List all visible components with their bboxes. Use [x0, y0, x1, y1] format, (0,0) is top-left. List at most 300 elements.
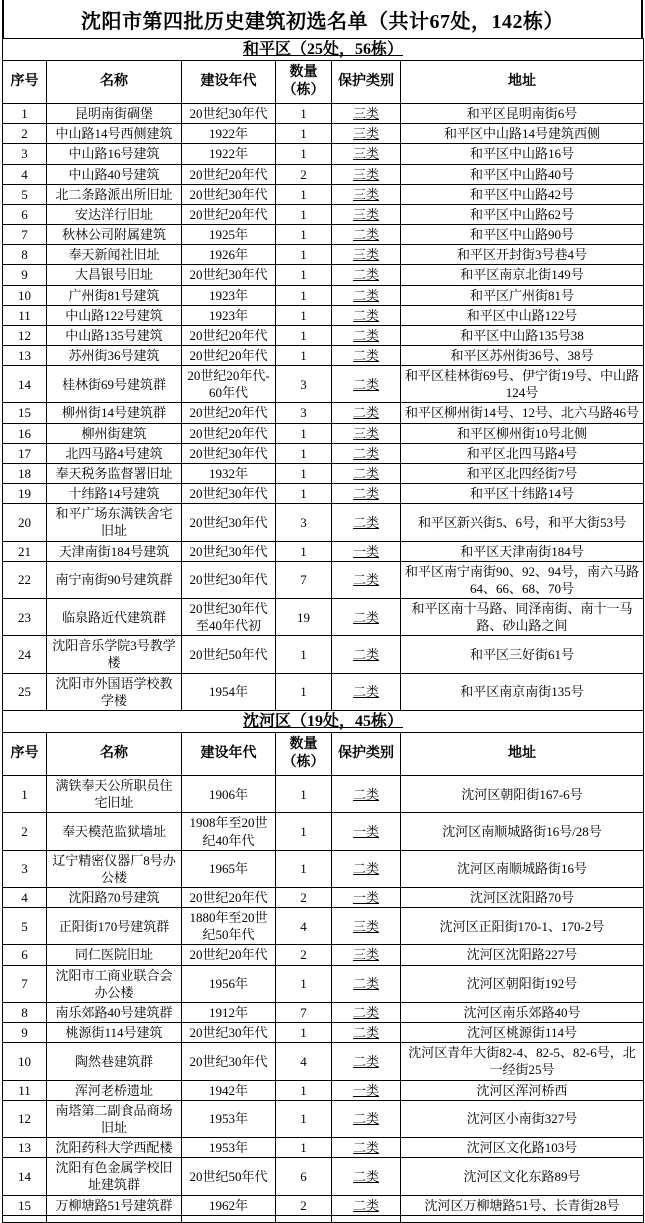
construction-era-cell: 1906年 — [182, 776, 276, 813]
building-name-cell: 辽宁精密仪器厂8号办公楼 — [47, 850, 182, 887]
construction-era-cell: 20世纪30年代 — [182, 104, 276, 124]
quantity-cell: 1 — [276, 484, 332, 504]
row-number-cell: 9 — [3, 265, 47, 285]
row-number-cell: 12 — [3, 325, 47, 345]
building-name-cell: 和平广场东满铁舍宅旧址 — [47, 504, 182, 541]
address-cell: 和平区南京北街149号 — [401, 265, 644, 285]
construction-era-cell: 20世纪20年代-60年代 — [182, 366, 276, 403]
protection-category-cell: 三类 — [332, 104, 401, 124]
address-cell: 和平区中山路16号 — [401, 144, 644, 164]
building-name-cell: 柳州街14号建筑群 — [47, 403, 182, 423]
building-name-cell: 南宁南街90号建筑群 — [47, 561, 182, 598]
row-number-cell: 20 — [3, 504, 47, 541]
construction-era-cell: 1953年 — [182, 1138, 276, 1158]
table-row — [3, 1100, 644, 1137]
section-header: 和平区（25处，56栋） — [3, 39, 644, 61]
table-row — [3, 850, 644, 887]
quantity-cell: 1 — [276, 144, 332, 164]
row-number-cell: 14 — [3, 1158, 47, 1195]
protection-category-cell: 三类 — [332, 908, 401, 945]
protection-category-cell: 二类 — [332, 504, 401, 541]
building-name-cell: 大昌银号旧址 — [47, 265, 182, 285]
empty-cell — [47, 1215, 182, 1222]
construction-era-cell: 20世纪30年代 — [182, 184, 276, 204]
table-row — [3, 265, 644, 285]
row-number-cell: 3 — [3, 144, 47, 164]
building-name-cell: 安达洋行旧址 — [47, 204, 182, 224]
address-cell: 和平区天津南街184号 — [401, 541, 644, 561]
row-number-cell: 5 — [3, 184, 47, 204]
table-row — [3, 599, 644, 636]
empty-cell — [276, 1215, 332, 1222]
protection-category-cell: 二类 — [332, 345, 401, 365]
col-header-number: 序号 — [3, 61, 47, 104]
table-row — [3, 124, 644, 144]
construction-era-cell: 20世纪20年代 — [182, 945, 276, 965]
col-header-quantity: 数量 （栋） — [276, 733, 332, 776]
address-cell: 和平区三好街61号 — [401, 636, 644, 673]
address-cell: 沈河区桃源街114号 — [401, 1023, 644, 1043]
protection-category-cell: 二类 — [332, 325, 401, 345]
address-cell: 沈河区沈阳路227号 — [401, 945, 644, 965]
table-row — [3, 204, 644, 224]
empty-cell — [3, 1215, 47, 1222]
col-header-address: 地址 — [401, 61, 644, 104]
construction-era-cell: 1932年 — [182, 463, 276, 483]
table-row — [3, 636, 644, 673]
address-cell: 和平区中山路122号 — [401, 305, 644, 325]
row-number-cell: 15 — [3, 1195, 47, 1215]
address-cell: 沈河区沈阳路70号 — [401, 888, 644, 908]
protection-category-cell: 二类 — [332, 1138, 401, 1158]
protection-category-cell: 二类 — [332, 1100, 401, 1137]
building-name-cell: 中山路40号建筑 — [47, 164, 182, 184]
address-cell: 沈河区朝阳街192号 — [401, 965, 644, 1002]
protection-category-cell: 二类 — [332, 305, 401, 325]
row-number-cell: 4 — [3, 888, 47, 908]
col-header-category: 保护类别 — [332, 61, 401, 104]
construction-era-cell: 1926年 — [182, 245, 276, 265]
col-header-name: 名称 — [47, 61, 182, 104]
construction-era-cell: 1908年至20世纪40年代 — [182, 813, 276, 850]
table-row — [3, 561, 644, 598]
row-number-cell: 15 — [3, 403, 47, 423]
row-number-cell: 11 — [3, 1080, 47, 1100]
construction-era-cell: 20世纪20年代 — [182, 403, 276, 423]
quantity-cell: 1 — [276, 1023, 332, 1043]
construction-era-cell: 20世纪20年代 — [182, 325, 276, 345]
table-row — [3, 504, 644, 541]
quantity-cell: 6 — [276, 1158, 332, 1195]
construction-era-cell: 1922年 — [182, 124, 276, 144]
building-name-cell: 奉天模范监狱墙址 — [47, 813, 182, 850]
protection-category-cell: 二类 — [332, 965, 401, 1002]
protection-category-cell: 二类 — [332, 366, 401, 403]
quantity-cell: 1 — [276, 245, 332, 265]
building-name-cell: 万柳塘路51号建筑群 — [47, 1195, 182, 1215]
quantity-cell: 3 — [276, 504, 332, 541]
protection-category-cell: 三类 — [332, 164, 401, 184]
address-cell: 和平区南京南街135号 — [401, 673, 644, 710]
address-cell: 和平区北四马路4号 — [401, 443, 644, 463]
protection-category-cell: 二类 — [332, 561, 401, 598]
protection-category-cell: 二类 — [332, 443, 401, 463]
building-name-cell: 同仁医院旧址 — [47, 945, 182, 965]
protection-category-cell: 二类 — [332, 1158, 401, 1195]
row-number-cell: 7 — [3, 225, 47, 245]
protection-category-cell: 二类 — [332, 1195, 401, 1215]
protection-category-cell: 三类 — [332, 184, 401, 204]
quantity-cell: 1 — [276, 673, 332, 710]
address-cell: 沈河区万柳塘路51号、长青街28号 — [401, 1195, 644, 1215]
col-header-address: 地址 — [401, 733, 644, 776]
quantity-cell: 1 — [276, 305, 332, 325]
protection-category-cell: 三类 — [332, 124, 401, 144]
building-name-cell: 沈阳市外国语学校教学楼 — [47, 673, 182, 710]
address-cell: 沈河区文化东路89号 — [401, 1158, 644, 1195]
building-name-cell: 沈阳药科大学西配楼 — [47, 1138, 182, 1158]
quantity-cell: 2 — [276, 1195, 332, 1215]
building-name-cell: 沈阳市工商业联合会办公楼 — [47, 965, 182, 1002]
quantity-cell: 1 — [276, 463, 332, 483]
construction-era-cell: 20世纪50年代 — [182, 636, 276, 673]
quantity-cell: 2 — [276, 888, 332, 908]
address-cell: 和平区苏州街36号、38号 — [401, 345, 644, 365]
address-cell: 和平区桂林街69号、伊宁街19号、中山路124号 — [401, 366, 644, 403]
protection-category-cell: 二类 — [332, 673, 401, 710]
construction-era-cell: 20世纪20年代 — [182, 164, 276, 184]
empty-cell — [401, 1215, 644, 1222]
column-header-row — [3, 61, 644, 104]
row-number-cell: 11 — [3, 305, 47, 325]
table-row — [3, 813, 644, 850]
row-number-cell: 9 — [3, 1023, 47, 1043]
quantity-cell: 1 — [276, 345, 332, 365]
quantity-cell: 7 — [276, 561, 332, 598]
building-name-cell: 中山路14号西侧建筑 — [47, 124, 182, 144]
quantity-cell: 1 — [276, 776, 332, 813]
building-name-cell: 广州街81号建筑 — [47, 285, 182, 305]
building-name-cell: 正阳街170号建筑群 — [47, 908, 182, 945]
table-row — [3, 184, 644, 204]
table-row — [3, 164, 644, 184]
table-row — [3, 1158, 644, 1195]
quantity-cell: 1 — [276, 423, 332, 443]
table-row — [3, 673, 644, 710]
construction-era-cell: 1965年 — [182, 850, 276, 887]
address-cell: 和平区中山路135号38 — [401, 325, 644, 345]
building-name-cell: 临泉路近代建筑群 — [47, 599, 182, 636]
row-number-cell: 16 — [3, 423, 47, 443]
construction-era-cell: 20世纪30年代 — [182, 541, 276, 561]
construction-era-cell: 20世纪20年代 — [182, 204, 276, 224]
protection-category-cell: 三类 — [332, 945, 401, 965]
building-name-cell: 桃源街114号建筑 — [47, 1023, 182, 1043]
quantity-cell: 19 — [276, 599, 332, 636]
row-number-cell: 22 — [3, 561, 47, 598]
building-name-cell: 陶然巷建筑群 — [47, 1043, 182, 1080]
quantity-cell: 2 — [276, 164, 332, 184]
protection-category-cell: 二类 — [332, 636, 401, 673]
address-cell: 和平区柳州街14号、12号、北六马路46号 — [401, 403, 644, 423]
protection-category-cell: 二类 — [332, 1023, 401, 1043]
construction-era-cell: 1880年至20世纪50年代 — [182, 908, 276, 945]
quantity-cell: 1 — [276, 225, 332, 245]
row-number-cell: 17 — [3, 443, 47, 463]
address-cell: 和平区昆明南街6号 — [401, 104, 644, 124]
construction-era-cell: 20世纪30年代 — [182, 561, 276, 598]
address-cell: 和平区中山路14号建筑西侧 — [401, 124, 644, 144]
table-row — [3, 345, 644, 365]
protection-category-cell: 二类 — [332, 850, 401, 887]
address-cell: 沈河区南乐郊路40号 — [401, 1002, 644, 1022]
building-name-cell: 十纬路14号建筑 — [47, 484, 182, 504]
table-row — [3, 1043, 644, 1080]
table-row — [3, 463, 644, 483]
protection-category-cell: 三类 — [332, 245, 401, 265]
table-row — [3, 908, 644, 945]
building-name-cell: 奉天新闻社旧址 — [47, 245, 182, 265]
protection-category-cell: 二类 — [332, 403, 401, 423]
table-row — [3, 305, 644, 325]
table-row — [3, 1002, 644, 1022]
quantity-cell: 1 — [276, 184, 332, 204]
row-number-cell: 8 — [3, 245, 47, 265]
row-number-cell: 13 — [3, 345, 47, 365]
address-cell: 沈河区文化路103号 — [401, 1138, 644, 1158]
construction-era-cell: 20世纪30年代 — [182, 265, 276, 285]
building-name-cell: 苏州街36号建筑 — [47, 345, 182, 365]
building-name-cell: 北二条路派出所旧址 — [47, 184, 182, 204]
quantity-cell: 1 — [276, 325, 332, 345]
protection-category-cell: 一类 — [332, 1080, 401, 1100]
address-cell: 和平区开封街3号巷4号 — [401, 245, 644, 265]
protection-category-cell: 二类 — [332, 285, 401, 305]
protection-category-cell: 二类 — [332, 463, 401, 483]
building-name-cell: 沈阳路70号建筑 — [47, 888, 182, 908]
quantity-cell: 4 — [276, 908, 332, 945]
quantity-cell: 1 — [276, 1100, 332, 1137]
address-cell: 和平区十纬路14号 — [401, 484, 644, 504]
col-header-category: 保护类别 — [332, 733, 401, 776]
building-name-cell: 沈阳音乐学院3号教学楼 — [47, 636, 182, 673]
row-number-cell: 14 — [3, 366, 47, 403]
row-number-cell: 10 — [3, 285, 47, 305]
page-title: 沈阳市第四批历史建筑初选名单（共计67处，142栋） — [2, 0, 643, 38]
row-number-cell: 2 — [3, 124, 47, 144]
buildings-table-body — [3, 39, 644, 1223]
quantity-cell: 1 — [276, 124, 332, 144]
building-name-cell: 北四马路4号建筑 — [47, 443, 182, 463]
row-number-cell: 18 — [3, 463, 47, 483]
construction-era-cell: 20世纪20年代 — [182, 345, 276, 365]
table-row — [3, 1023, 644, 1043]
col-header-number: 序号 — [3, 733, 47, 776]
quantity-cell: 7 — [276, 1002, 332, 1022]
quantity-cell: 1 — [276, 265, 332, 285]
row-number-cell: 13 — [3, 1138, 47, 1158]
construction-era-cell: 1956年 — [182, 965, 276, 1002]
protection-category-cell: 二类 — [332, 776, 401, 813]
quantity-cell: 1 — [276, 204, 332, 224]
construction-era-cell: 1922年 — [182, 144, 276, 164]
construction-era-cell: 20世纪20年代 — [182, 888, 276, 908]
buildings-table — [2, 38, 644, 1223]
protection-category-cell: 二类 — [332, 1043, 401, 1080]
protection-category-cell: 一类 — [332, 813, 401, 850]
quantity-cell: 1 — [276, 104, 332, 124]
quantity-cell: 1 — [276, 541, 332, 561]
construction-era-cell: 20世纪30年代 — [182, 484, 276, 504]
construction-era-cell: 20世纪30年代 — [182, 1043, 276, 1080]
row-number-cell: 21 — [3, 541, 47, 561]
table-row — [3, 541, 644, 561]
building-name-cell: 南塔第二副食品商场旧址 — [47, 1100, 182, 1137]
construction-era-cell: 1912年 — [182, 1002, 276, 1022]
construction-era-cell: 1923年 — [182, 285, 276, 305]
quantity-cell: 1 — [276, 636, 332, 673]
construction-era-cell: 20世纪30年代 — [182, 504, 276, 541]
quantity-cell: 1 — [276, 813, 332, 850]
row-number-cell: 7 — [3, 965, 47, 1002]
table-row — [3, 888, 644, 908]
table-row — [3, 484, 644, 504]
row-number-cell: 12 — [3, 1100, 47, 1137]
quantity-cell: 4 — [276, 1043, 332, 1080]
building-name-cell: 中山路135号建筑 — [47, 325, 182, 345]
address-cell: 沈河区青年大街82-4、82-5、82-6号，北一经街25号 — [401, 1043, 644, 1080]
address-cell: 和平区新兴街5、6号，和平大街53号 — [401, 504, 644, 541]
table-row — [3, 945, 644, 965]
address-cell: 沈河区南顺城路街16号/28号 — [401, 813, 644, 850]
construction-era-cell: 20世纪30年代至40年代初 — [182, 599, 276, 636]
protection-category-cell: 三类 — [332, 204, 401, 224]
row-number-cell: 10 — [3, 1043, 47, 1080]
address-cell: 和平区柳州街10号北侧 — [401, 423, 644, 443]
construction-era-cell: 20世纪30年代 — [182, 443, 276, 463]
address-cell: 和平区南宁南街90、92、94号，南六马路64、66、68、70号 — [401, 561, 644, 598]
table-row-partial — [3, 1215, 644, 1222]
address-cell: 沈河区浑河桥西 — [401, 1080, 644, 1100]
table-row — [3, 776, 644, 813]
address-cell: 沈河区正阳街170-1、170-2号 — [401, 908, 644, 945]
row-number-cell: 24 — [3, 636, 47, 673]
row-number-cell: 2 — [3, 813, 47, 850]
address-cell: 和平区北四经街7号 — [401, 463, 644, 483]
table-row — [3, 225, 644, 245]
building-name-cell: 昆明南街碉堡 — [47, 104, 182, 124]
building-name-cell: 沈阳有色金属学校旧址建筑群 — [47, 1158, 182, 1195]
table-row — [3, 1138, 644, 1158]
protection-category-cell: 一类 — [332, 888, 401, 908]
building-name-cell: 奉天税务监督署旧址 — [47, 463, 182, 483]
col-header-quantity: 数量 （栋） — [276, 61, 332, 104]
quantity-cell: 1 — [276, 965, 332, 1002]
quantity-cell: 1 — [276, 285, 332, 305]
building-name-cell: 天津南街184号建筑 — [47, 541, 182, 561]
construction-era-cell: 1953年 — [182, 1100, 276, 1137]
construction-era-cell: 20世纪30年代 — [182, 1023, 276, 1043]
building-name-cell: 中山路122号建筑 — [47, 305, 182, 325]
row-number-cell: 6 — [3, 204, 47, 224]
table-row — [3, 104, 644, 124]
row-number-cell: 1 — [3, 104, 47, 124]
address-cell: 沈河区朝阳街167-6号 — [401, 776, 644, 813]
building-name-cell: 南乐郊路40号建筑群 — [47, 1002, 182, 1022]
address-cell: 和平区广州街81号 — [401, 285, 644, 305]
address-cell: 和平区中山路90号 — [401, 225, 644, 245]
construction-era-cell: 1962年 — [182, 1195, 276, 1215]
building-name-cell: 满铁奉天公所职员住宅旧址 — [47, 776, 182, 813]
protection-category-cell: 二类 — [332, 265, 401, 285]
building-name-cell: 柳州街建筑 — [47, 423, 182, 443]
row-number-cell: 25 — [3, 673, 47, 710]
table-row — [3, 1080, 644, 1100]
building-name-cell: 桂林街69号建筑群 — [47, 366, 182, 403]
row-number-cell: 3 — [3, 850, 47, 887]
section-header: 沈河区（19处，45栋） — [3, 710, 644, 732]
address-cell: 沈河区南顺城路街16号 — [401, 850, 644, 887]
row-number-cell: 8 — [3, 1002, 47, 1022]
construction-era-cell: 1942年 — [182, 1080, 276, 1100]
address-cell: 和平区中山路62号 — [401, 204, 644, 224]
address-cell: 沈河区小南街327号 — [401, 1100, 644, 1137]
table-row — [3, 423, 644, 443]
row-number-cell: 4 — [3, 164, 47, 184]
construction-era-cell: 20世纪50年代 — [182, 1158, 276, 1195]
construction-era-cell: 1954年 — [182, 673, 276, 710]
protection-category-cell: 二类 — [332, 1002, 401, 1022]
protection-category-cell: 二类 — [332, 599, 401, 636]
col-header-era: 建设年代 — [182, 733, 276, 776]
protection-category-cell: 三类 — [332, 423, 401, 443]
column-header-row — [3, 733, 644, 776]
address-cell: 和平区中山路40号 — [401, 164, 644, 184]
building-name-cell: 中山路16号建筑 — [47, 144, 182, 164]
table-row — [3, 366, 644, 403]
table-row — [3, 144, 644, 164]
quantity-cell: 3 — [276, 403, 332, 423]
table-row — [3, 1195, 644, 1215]
quantity-cell: 2 — [276, 945, 332, 965]
building-name-cell: 浑河老桥遗址 — [47, 1080, 182, 1100]
row-number-cell: 1 — [3, 776, 47, 813]
table-row — [3, 285, 644, 305]
row-number-cell: 5 — [3, 908, 47, 945]
table-row — [3, 443, 644, 463]
construction-era-cell: 20世纪20年代 — [182, 423, 276, 443]
protection-category-cell: 二类 — [332, 484, 401, 504]
table-row — [3, 245, 644, 265]
quantity-cell: 1 — [276, 850, 332, 887]
table-row — [3, 403, 644, 423]
construction-era-cell: 1923年 — [182, 305, 276, 325]
quantity-cell: 3 — [276, 366, 332, 403]
col-header-era: 建设年代 — [182, 61, 276, 104]
address-cell: 和平区中山路42号 — [401, 184, 644, 204]
quantity-cell: 1 — [276, 443, 332, 463]
table-row — [3, 325, 644, 345]
construction-era-cell: 1925年 — [182, 225, 276, 245]
empty-cell — [332, 1215, 401, 1222]
row-number-cell: 19 — [3, 484, 47, 504]
quantity-cell: 1 — [276, 1080, 332, 1100]
protection-category-cell: 二类 — [332, 225, 401, 245]
row-number-cell: 23 — [3, 599, 47, 636]
building-name-cell: 秋林公司附属建筑 — [47, 225, 182, 245]
row-number-cell: 6 — [3, 945, 47, 965]
address-cell: 和平区南十马路、同泽南街、南十一马路、砂山路之间 — [401, 599, 644, 636]
